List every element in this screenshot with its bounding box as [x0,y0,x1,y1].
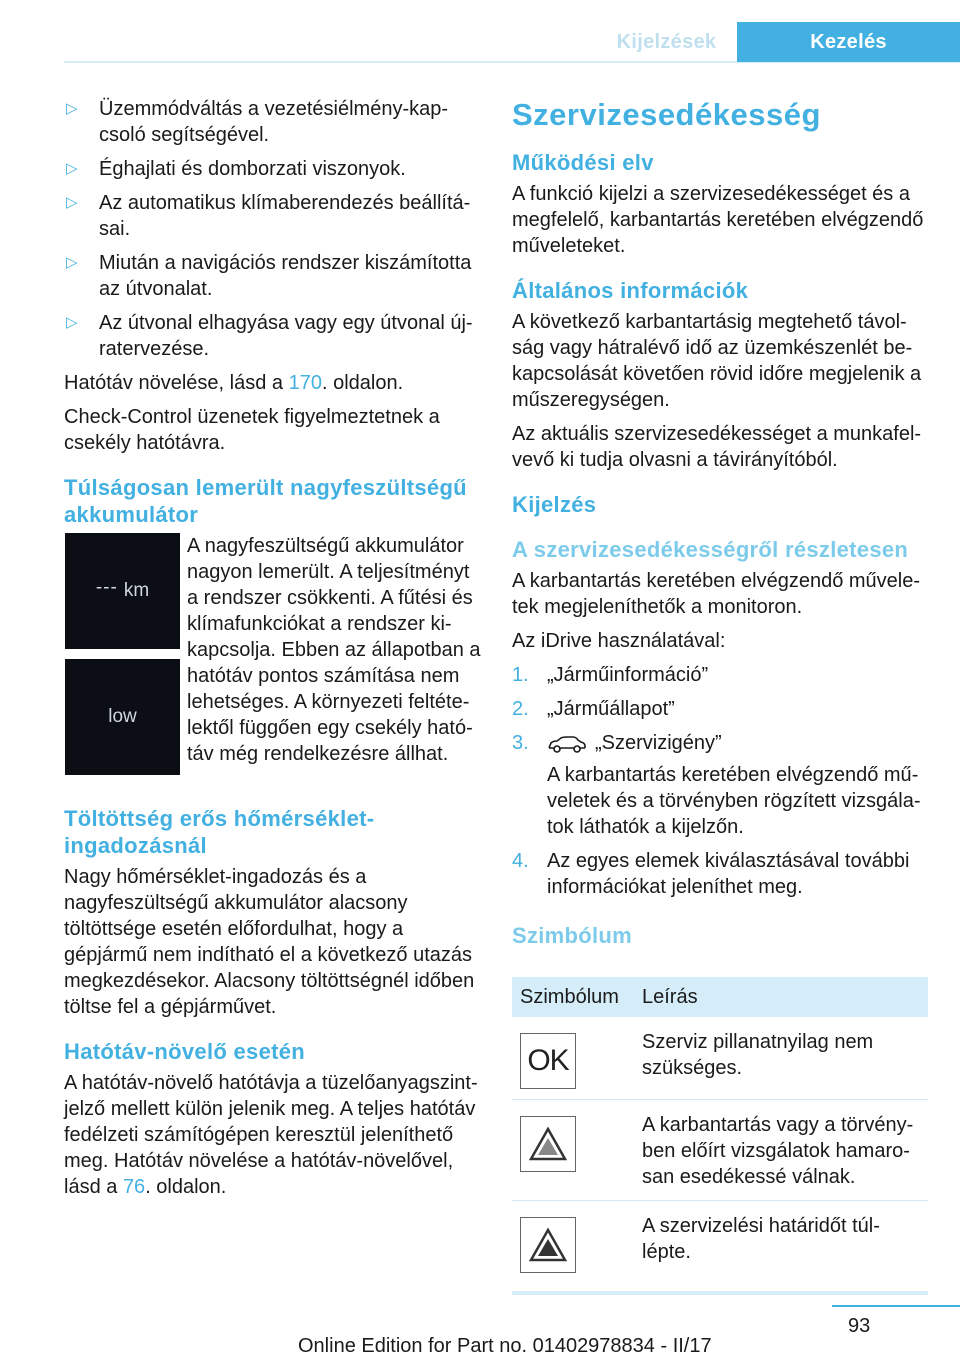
section-title-details: A szervizesedékességről részletesen [512,537,909,562]
page-link-170[interactable]: 170 [288,372,322,394]
section-title-principle: Működési elv [512,150,654,175]
range-extender-text: A hatótáv-növelő hatótávja a tüzelőanyagszintjelző mellett külön jelenik meg. A teljes hatótáv fedélzeti számítógépen keresztül jeleníthető meg. Hatótáv növelése a hatótáv-növelővel, lásd a 76. oldalon. [64,1072,478,1198]
bullet-triangle-icon: ▷ [66,194,78,211]
list-item: ▷ Éghajlati és domborzati viszonyok. [66,158,406,180]
range-display-km: --- km [65,533,180,649]
low-battery-text: A nagyfeszültségű akkumulátor nagyon lemerült. A teljesítményt a rendszer csökkenti. A fűtési és klímafunkciókat a rendszer kikapcsolja. Ebben az állapotban a hatótáv pontos számítása nem lehetséges. A környezeti feltételektől függően egy csekély hatótáv még rendelkezésre állhat. [187,535,481,765]
bullet-triangle-icon: ▷ [66,160,78,177]
bullet-triangle-icon: ▷ [66,254,78,271]
symbol-table [512,977,928,1295]
idrive-steps [512,662,928,900]
list-item: ▷ Üzemmódváltás a vezetésiélmény-kapcsoló segítségével. [66,98,449,146]
bullet-triangle-icon: ▷ [66,314,78,331]
tab-kijelzesek[interactable]: Kijelzések [616,30,717,53]
list-item: 1. „Járműinformáció” [512,664,709,686]
footer-rule [832,1305,960,1307]
list-item: 4. Az egyes elemek kiválasztásával további információkat jeleníthet meg. [512,850,910,898]
check-control-text: Check-Control üzenetek figyelmeztetnek a csekély hatótávra. [64,406,440,454]
temperature-text: Nagy hőmérséklet-ingadozás és a nagyfeszültségű akkumulátor alacsony töltöttsége esetén előfordulhat, hogy a gépjármű nem indítható el a következő utazás megkezdésekor. Alacsony töltöttségnél időben töltse fel a gépjárművet. [64,866,475,1018]
warning-triangle-icon [520,1116,576,1172]
section-title-low-battery: Túlságosan lemerült nagyfeszültségű akkumulátor [64,475,467,527]
general-text-1: A következő karbantartásig megtehető távolság vagy hátralévő idő az üzemkészenlét bekapcsolását követően rövid időre megjelenik a műszeregységen. [512,311,922,411]
right-column [512,96,928,1295]
details-text: A karbantartás keretében elvégzendő műveletek megjeleníthetők a monitoron. [512,570,921,618]
idrive-text: Az iDrive használatával: [512,630,726,652]
section-title-display: Kijelzés [512,492,597,517]
table-row: OK Szerviz pillanatnyilag nem szükséges. [512,1017,928,1100]
table-header: Szimbólum Leírás [512,977,928,1017]
page-title: Szervizesedékesség [512,97,821,132]
range-display-low: low [65,659,180,775]
section-title-temperature: Töltöttség erős hőmérséklet-ingadozásnál [64,806,375,858]
car-service-icon [547,734,587,754]
list-item: ▷ Az útvonal elhagyása vagy egy útvonal újratervezése. [66,312,473,360]
list-item: ▷ Miután a navigációs rendszer kiszámította az útvonalat. [66,252,472,300]
bullet-triangle-icon: ▷ [66,100,78,117]
section-title-symbol: Szimbólum [512,923,633,948]
section-title-general: Általános információk [512,278,749,303]
page-number: 93 [848,1315,871,1337]
overdue-triangle-icon [520,1217,576,1273]
list-item: 3. „Szervizigény” A karbantartás keretében elvégzendő műveletek és a törvényben rögzített vizsgálatok láthatók a kijelzőn. [512,732,921,838]
page-link-76[interactable]: 76 [122,1176,146,1198]
table-row: A szervizelési határidőt túllépte. [512,1201,928,1294]
ok-symbol-icon: OK [520,1033,576,1089]
footer-edition: Online Edition for Part no. 01402978834 - II/17 [298,1335,712,1357]
left-column [64,96,481,1208]
list-item: ▷ Az automatikus klímaberendezés beállításai. [66,192,471,240]
table-row: A karbantartás vagy a törvényben előírt vizsgálatok hamarosan esedékessé válnak. [512,1100,928,1201]
principle-text: A funkció kijelzi a szervizesedékességet és a megfelelő, karbantartás keretében elvégzendő műveleteket. [512,183,924,257]
section-title-range-extender: Hatótáv-növelő esetén [64,1039,306,1064]
list-item: 2. „Járműállapot” [512,698,675,720]
tab-kezeles[interactable]: Kezelés [737,22,960,62]
range-extension-reference: Hatótáv növelése, lásd a 170. oldalon. [64,372,404,394]
low-battery-block [64,533,481,787]
general-text-2: Az aktuális szervizesedékességet a munkafelvevő ki tudja olvasni a távirányítóból. [512,423,922,471]
